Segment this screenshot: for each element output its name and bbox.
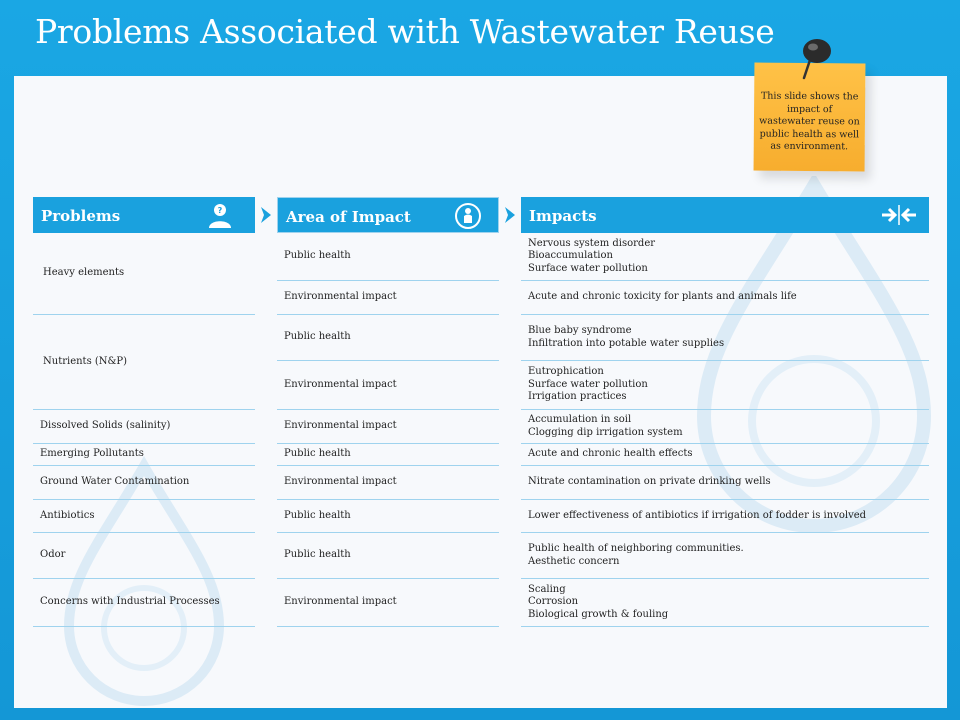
impact-row: Lower effectiveness of antibiotics if irrigation of fodder is involved: [521, 500, 929, 533]
impact-row: Scaling Corrosion Biological growth & fouling: [521, 579, 929, 627]
chevron-right-icon: [503, 206, 517, 224]
impact-row: Eutrophication Surface water pollution Irrigation practices: [521, 361, 929, 410]
person-question-icon: [207, 202, 233, 228]
header-area-label: Area of Impact: [286, 208, 411, 226]
arrows-converge-icon: [881, 203, 917, 227]
impact-row: Public health of neighboring communities. Aesthetic concern: [521, 533, 929, 579]
header-problems: [33, 197, 255, 233]
area-row: Public health: [277, 444, 499, 466]
problem-row: Ground Water Contamination: [33, 466, 255, 500]
page-title: Problems Associated with Wastewater Reuse: [35, 12, 775, 51]
impact-row: Acute and chronic health effects: [521, 444, 929, 466]
pushpin-icon: [796, 36, 836, 82]
person-circle-icon: [454, 202, 482, 230]
chevron-right-icon: [259, 206, 273, 224]
problem-row: Odor: [33, 533, 255, 579]
area-row: Public health: [277, 533, 499, 579]
area-row: Public health: [277, 315, 499, 361]
problem-row: Dissolved Solids (salinity): [33, 410, 255, 444]
problem-row: Antibiotics: [33, 500, 255, 533]
area-row: Public health: [277, 500, 499, 533]
header-impacts-label: Impacts: [529, 207, 597, 225]
impact-row: Blue baby syndrome Infiltration into potable water supplies: [521, 315, 929, 361]
problem-row: Heavy elements: [33, 233, 255, 315]
header-impacts: [521, 197, 929, 233]
impact-row: Accumulation in soil Clogging dip irrigation system: [521, 410, 929, 444]
area-row: Environmental impact: [277, 579, 499, 627]
area-row: Environmental impact: [277, 361, 499, 410]
area-row: Environmental impact: [277, 281, 499, 315]
header-problems-label: Problems: [41, 207, 121, 225]
area-row: Environmental impact: [277, 466, 499, 500]
header-area-of-impact: [277, 197, 499, 233]
problem-row: Concerns with Industrial Processes: [33, 579, 255, 627]
impact-row: Acute and chronic toxicity for plants and animals life: [521, 281, 929, 315]
problem-row: Emerging Pollutants: [33, 444, 255, 466]
svg-text:?: ?: [217, 206, 223, 215]
impact-row: Nitrate contamination on private drinking wells: [521, 466, 929, 500]
area-row: Public health: [277, 233, 499, 281]
problem-row: Nutrients (N&P): [33, 315, 255, 410]
impact-row: Nervous system disorder Bioaccumulation Surface water pollution: [521, 233, 929, 281]
sticky-note-text: This slide shows the impact of wastewater reuse on public health as well as environment.: [759, 90, 860, 153]
area-row: Environmental impact: [277, 410, 499, 444]
